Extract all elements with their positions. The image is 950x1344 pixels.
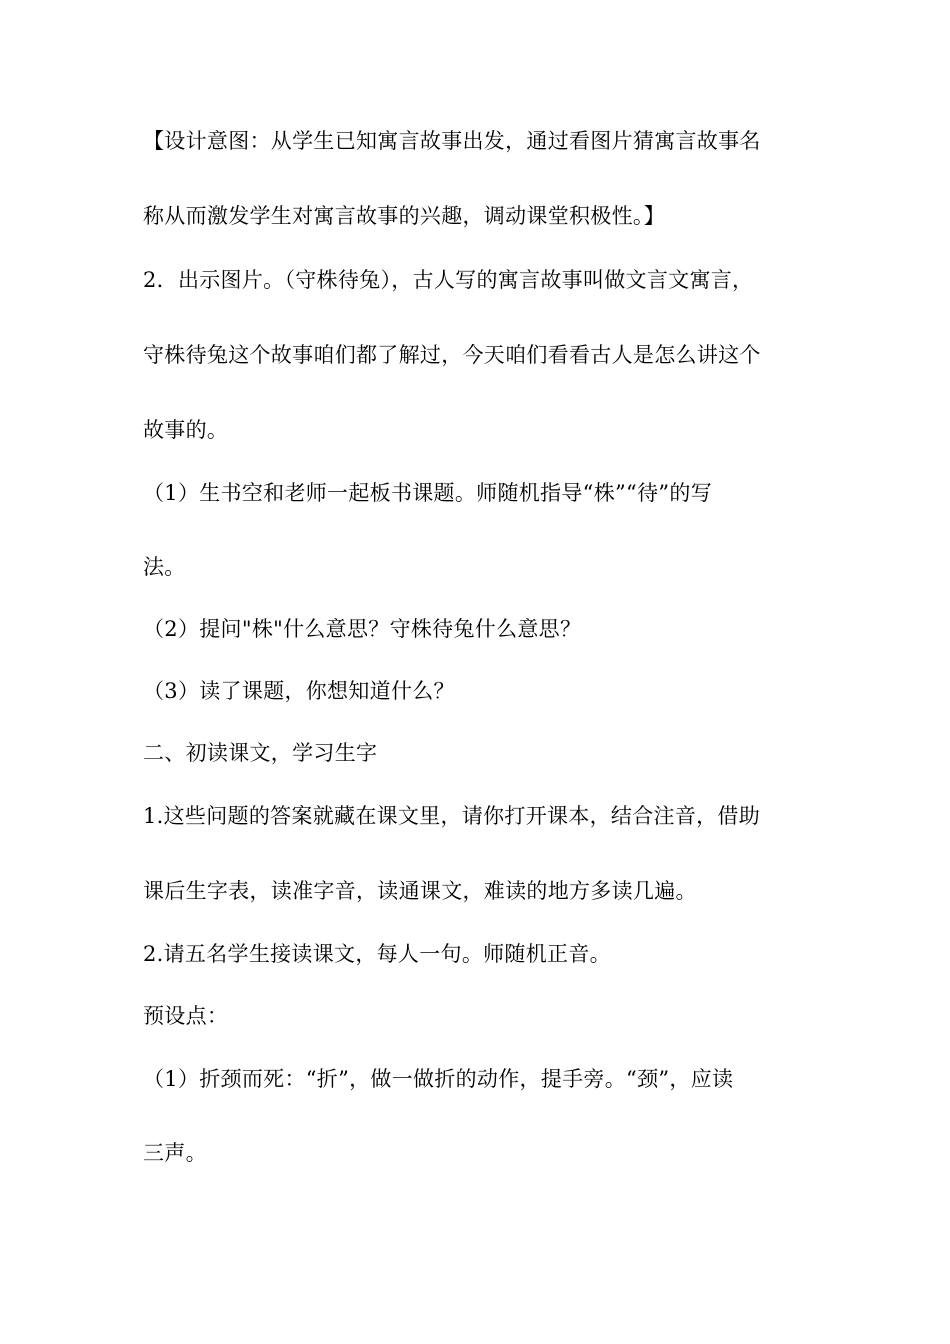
step-2-line-2: 守株待兔这个故事咱们都了解过，今天咱们看看古人是怎么讲这个 bbox=[143, 343, 761, 367]
step-2-line-3: 故事的。 bbox=[143, 418, 229, 442]
preset-point-1-line-1: （1）折颈而死：“折”，做一做折的动作，提手旁。“颈”，应读 bbox=[143, 1067, 734, 1091]
section-heading: 二、初读课文，学习生字 bbox=[143, 741, 378, 765]
sub-step-1-line-1: （1）生书空和老师一起板书课题。师随机指导“株”“待”的写 bbox=[143, 481, 713, 505]
design-intent-line-1: 【设计意图：从学生已知寓言故事出发，通过看图片猜寓言故事名 bbox=[143, 129, 761, 153]
preset-point-1-line-2: 三声。 bbox=[143, 1141, 207, 1165]
sub-step-1-line-2: 法。 bbox=[143, 555, 186, 579]
sub-step-2-line: （2）提问"株"什么意思？守株待兔什么意思？ bbox=[143, 617, 582, 641]
reading-step-1-line-1: 1.这些问题的答案就藏在课文里，请你打开课本，结合注音，借助 bbox=[143, 804, 761, 828]
design-intent-line-2: 称从而激发学生对寓言故事的兴趣，调动课堂积极性。】 bbox=[143, 204, 665, 228]
reading-step-2-line: 2.请五名学生接读课文，每人一句。师随机正音。 bbox=[143, 942, 611, 966]
sub-step-3-line: （3）读了课题，你想知道什么？ bbox=[143, 679, 455, 703]
reading-step-1-line-2: 课后生字表，读准字音，读通课文，难读的地方多读几遍。 bbox=[143, 879, 697, 903]
preset-points-label: 预设点： bbox=[143, 1004, 229, 1028]
step-2-line-1: 2．出示图片。（守株待兔），古人写的寓言故事叫做文言文寓言， bbox=[143, 268, 754, 292]
